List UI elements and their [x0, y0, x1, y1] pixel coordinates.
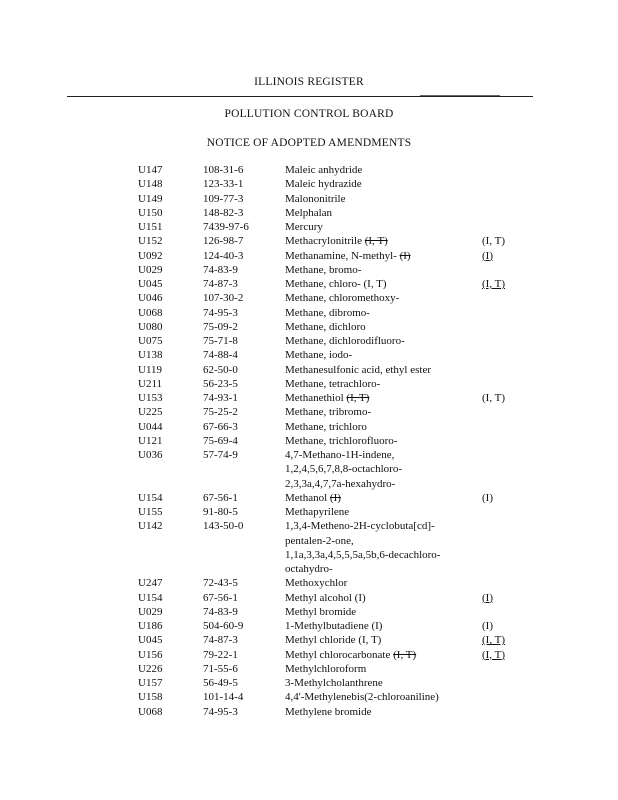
hazard-code [482, 348, 522, 362]
table-row [138, 234, 522, 248]
cas-number: 124-40-3 [203, 249, 244, 262]
substance-name-line: Methane, tribromo- [285, 406, 372, 419]
hazard-code: (I, T) [482, 634, 506, 647]
waste-code: U152 [138, 235, 163, 248]
substance-name [285, 334, 482, 348]
table-row [138, 163, 522, 177]
hazard-code [482, 705, 522, 719]
cas-number: 148-82-3 [203, 206, 244, 219]
deleted-hazard-code: (I) [329, 491, 341, 504]
cas-number: 62-50-0 [203, 363, 238, 376]
cas-number: 75-69-4 [203, 434, 238, 447]
cas-number: 67-66-3 [203, 420, 238, 433]
table-row [138, 633, 522, 647]
waste-code: U119 [138, 363, 163, 376]
header-rule [67, 96, 533, 97]
substance-name [285, 291, 482, 305]
hazard-code: (I) [482, 591, 493, 604]
table-row [138, 320, 522, 334]
substance-name [285, 348, 482, 362]
waste-code: U046 [138, 292, 163, 305]
substance-name [285, 619, 482, 633]
waste-code: U158 [138, 691, 163, 704]
table-row [138, 220, 522, 234]
substance-name-line: Methanesulfonic acid, ethyl ester [285, 363, 432, 376]
table-row [138, 377, 522, 391]
substance-name-line: 1,3,4-Metheno-2H-cyclobuta[cd]- [285, 520, 435, 533]
table-row [138, 662, 522, 676]
substance-name [285, 676, 482, 690]
substance-name [285, 434, 482, 448]
substance-name [285, 519, 482, 576]
header-rule-smudge [420, 95, 500, 96]
substance-name-line: Methyl chlorocarbonate [285, 648, 394, 661]
substance-name-line: Methane, dibromo- [285, 306, 370, 319]
substance-name [285, 576, 482, 590]
substance-name [285, 405, 482, 419]
cas-number: 74-93-1 [203, 392, 238, 404]
waste-code: U153 [138, 392, 163, 404]
substance-name [285, 263, 482, 277]
substance-name [285, 633, 482, 647]
substance-name-line: 1-Methylbutadiene (I) [285, 620, 383, 632]
waste-code: U092 [138, 249, 163, 262]
cas-number: 79-22-1 [203, 648, 238, 661]
table-row [138, 420, 522, 434]
substance-name-line: Malononitrile [285, 192, 346, 205]
waste-code: U155 [138, 506, 163, 518]
board-title: POLLUTION CONTROL BOARD [224, 108, 394, 120]
cas-number: 57-74-9 [203, 449, 238, 461]
substance-name-line: 4,4'-Methylenebis(2-chloroaniline) [285, 691, 439, 704]
hazard-code [482, 163, 522, 177]
table-row [138, 576, 522, 590]
cas-number: 56-23-5 [203, 377, 238, 390]
cas-number: 74-83-9 [203, 263, 238, 276]
table-row [138, 690, 522, 704]
substance-name [285, 206, 482, 220]
table-row [138, 391, 522, 405]
hazard-code: (I) [482, 491, 493, 504]
hazard-code [482, 363, 522, 377]
table-row [138, 363, 522, 377]
waste-code: U186 [138, 620, 163, 632]
substance-name-line: Methane, iodo- [285, 349, 353, 362]
substance-name-line: Methane, trichloro [285, 420, 367, 433]
substance-name-line: Methylene bromide [285, 705, 372, 718]
table-row [138, 334, 522, 348]
hazard-code: (I, T) [482, 278, 506, 290]
waste-code: U045 [138, 634, 163, 647]
hazard-code [482, 377, 522, 391]
cas-number: 67-56-1 [203, 491, 238, 504]
table-row [138, 277, 522, 291]
waste-code: U211 [138, 377, 163, 390]
table-row [138, 306, 522, 320]
table-row [138, 206, 522, 220]
waste-code: U156 [138, 648, 163, 661]
hazard-code [482, 605, 522, 619]
substance-name [285, 505, 482, 519]
cas-number: 74-87-3 [203, 278, 238, 290]
waste-code: U121 [138, 434, 163, 447]
waste-code: U226 [138, 662, 163, 675]
waste-code: U075 [138, 335, 163, 347]
hazard-code: (I, T) [482, 648, 506, 661]
substance-name [285, 662, 482, 676]
hazard-code [482, 676, 522, 690]
cas-number: 67-56-1 [203, 591, 238, 604]
table-row [138, 434, 522, 448]
substance-name-line: Methyl alcohol (I) [285, 591, 366, 604]
table-row [138, 591, 522, 605]
hazard-code: (I, T) [482, 392, 506, 404]
substance-name-line: octahydro- [285, 563, 333, 575]
waste-code: U225 [138, 406, 163, 419]
substance-name-line: Methane, trichlorofluoro- [285, 434, 398, 447]
hazard-code: (I) [482, 620, 493, 632]
substance-name [285, 220, 482, 234]
cas-number: 74-87-3 [203, 634, 238, 647]
cas-number: 101-14-4 [203, 691, 244, 704]
substance-name-line: Methyl bromide [285, 605, 357, 618]
table-row [138, 676, 522, 690]
substance-name-line: Mercury [285, 221, 323, 233]
substance-name-line: Methylchloroform [285, 662, 367, 675]
substance-name [285, 306, 482, 320]
notice-title: NOTICE OF ADOPTED AMENDMENTS [206, 137, 412, 149]
waste-code-table [138, 163, 522, 719]
cas-number: 75-25-2 [203, 406, 238, 419]
substance-name-line: pentalen-2-one, [285, 534, 354, 547]
hazard-code [482, 320, 522, 334]
table-row [138, 291, 522, 305]
substance-name [285, 605, 482, 619]
substance-name-line: Methane, dichlorodifluoro- [285, 335, 405, 347]
substance-name [285, 363, 482, 377]
substance-name [285, 448, 482, 491]
cas-number: 108-31-6 [203, 164, 244, 176]
table-row [138, 705, 522, 719]
deleted-hazard-code: (I, T) [393, 648, 417, 661]
substance-name-line: Methanethiol [285, 392, 347, 404]
hazard-code [482, 263, 522, 277]
cas-number: 109-77-3 [203, 192, 244, 205]
cas-number: 143-50-0 [203, 520, 244, 533]
cas-number: 74-88-4 [203, 349, 238, 362]
substance-name-line: 1,2,4,5,6,7,8,8-octachloro- [285, 463, 402, 476]
cas-number: 75-09-2 [203, 320, 238, 333]
substance-name-line: Maleic anhydride [285, 164, 363, 176]
table-row [138, 405, 522, 419]
waste-code: U154 [138, 591, 163, 604]
cas-number: 72-43-5 [203, 577, 238, 590]
cas-number: 504-60-9 [203, 620, 244, 632]
hazard-code [482, 220, 522, 234]
hazard-code [482, 662, 522, 676]
substance-name-line: Maleic hydrazide [285, 178, 362, 191]
substance-name-line: 2,3,3a,4,7,7a-hexahydro- [285, 477, 396, 490]
substance-name-line: Methane, dichloro [285, 320, 366, 333]
substance-name [285, 705, 482, 719]
substance-name-line: Methane, tetrachloro- [285, 377, 381, 390]
substance-name-line: Methane, chloro- (I, T) [285, 278, 387, 290]
table-row [138, 263, 522, 277]
hazard-code [482, 291, 522, 305]
hazard-code [482, 192, 522, 206]
hazard-code: (I, T) [482, 235, 506, 248]
waste-code: U080 [138, 320, 163, 333]
waste-code: U151 [138, 221, 163, 233]
waste-code: U148 [138, 178, 163, 191]
table-row [138, 348, 522, 362]
hazard-code [482, 334, 522, 348]
substance-name-line: Methane, chloromethoxy- [285, 292, 400, 305]
register-title: ILLINOIS REGISTER [254, 76, 364, 88]
waste-code: U138 [138, 349, 163, 362]
table-row [138, 519, 522, 576]
waste-code: U036 [138, 449, 163, 461]
waste-code: U247 [138, 577, 163, 590]
hazard-code [482, 177, 522, 191]
substance-name-line: Methyl chloride (I, T) [285, 634, 382, 647]
cas-number: 91-80-5 [203, 506, 238, 518]
waste-code: U029 [138, 605, 163, 618]
table-row [138, 192, 522, 206]
table-row [138, 177, 522, 191]
cas-number: 75-71-8 [203, 335, 238, 347]
substance-name [285, 163, 482, 177]
substance-name [285, 234, 482, 248]
hazard-code [482, 420, 522, 434]
cas-number: 107-30-2 [203, 292, 244, 305]
substance-name-line: Methacrylonitrile [285, 235, 365, 248]
hazard-code [482, 206, 522, 220]
waste-code: U045 [138, 278, 163, 290]
hazard-code [482, 690, 522, 704]
table-row [138, 249, 522, 263]
deleted-hazard-code: (I, T) [364, 235, 388, 248]
substance-name-line: Methoxychlor [285, 577, 348, 590]
cas-number: 123-33-1 [203, 178, 244, 191]
waste-code: U044 [138, 420, 163, 433]
hazard-code [482, 519, 522, 576]
hazard-code: (I) [482, 249, 493, 262]
substance-name [285, 192, 482, 206]
substance-name [285, 277, 482, 291]
cas-number: 71-55-6 [203, 662, 238, 675]
waste-code: U068 [138, 306, 163, 319]
substance-name [285, 420, 482, 434]
waste-code: U147 [138, 164, 163, 176]
cas-number: 74-83-9 [203, 605, 238, 618]
table-row [138, 648, 522, 662]
waste-code: U068 [138, 705, 163, 718]
substance-name-line: 4,7-Methano-1H-indene, [285, 449, 395, 461]
substance-name [285, 690, 482, 704]
hazard-code [482, 505, 522, 519]
substance-name-line: Methane, bromo- [285, 263, 362, 276]
substance-name-line: Melphalan [285, 206, 333, 219]
hazard-code [482, 576, 522, 590]
waste-code: U154 [138, 491, 163, 504]
waste-code: U149 [138, 192, 163, 205]
table-row [138, 491, 522, 505]
waste-code: U150 [138, 206, 163, 219]
substance-name [285, 377, 482, 391]
substance-name-line: 1,1a,3,3a,4,5,5,5a,5b,6-decachloro- [285, 548, 441, 561]
cas-number: 74-95-3 [203, 306, 238, 319]
substance-name [285, 320, 482, 334]
table-row [138, 605, 522, 619]
hazard-code [482, 306, 522, 320]
table-row [138, 448, 522, 491]
substance-name-line: Methanol [285, 491, 330, 504]
deleted-hazard-code: (I, T) [346, 392, 370, 404]
table-row [138, 505, 522, 519]
waste-code: U157 [138, 677, 163, 689]
substance-name [285, 391, 482, 405]
hazard-code [482, 405, 522, 419]
cas-number: 56-49-5 [203, 677, 238, 689]
waste-code: U029 [138, 263, 163, 276]
substance-name [285, 648, 482, 662]
substance-name [285, 591, 482, 605]
cas-number: 126-98-7 [203, 235, 244, 248]
table-row [138, 619, 522, 633]
hazard-code [482, 448, 522, 491]
substance-name [285, 177, 482, 191]
waste-code: U142 [138, 520, 163, 533]
hazard-code [482, 434, 522, 448]
cas-number: 7439-97-6 [203, 221, 249, 233]
substance-name [285, 491, 482, 505]
substance-name-line: Methapyrilene [285, 506, 350, 518]
substance-name [285, 249, 482, 263]
cas-number: 74-95-3 [203, 705, 238, 718]
substance-name-line: 3-Methylcholanthrene [285, 677, 383, 689]
substance-name-line: Methanamine, N-methyl- [285, 249, 400, 262]
deleted-hazard-code: (I) [399, 249, 411, 262]
